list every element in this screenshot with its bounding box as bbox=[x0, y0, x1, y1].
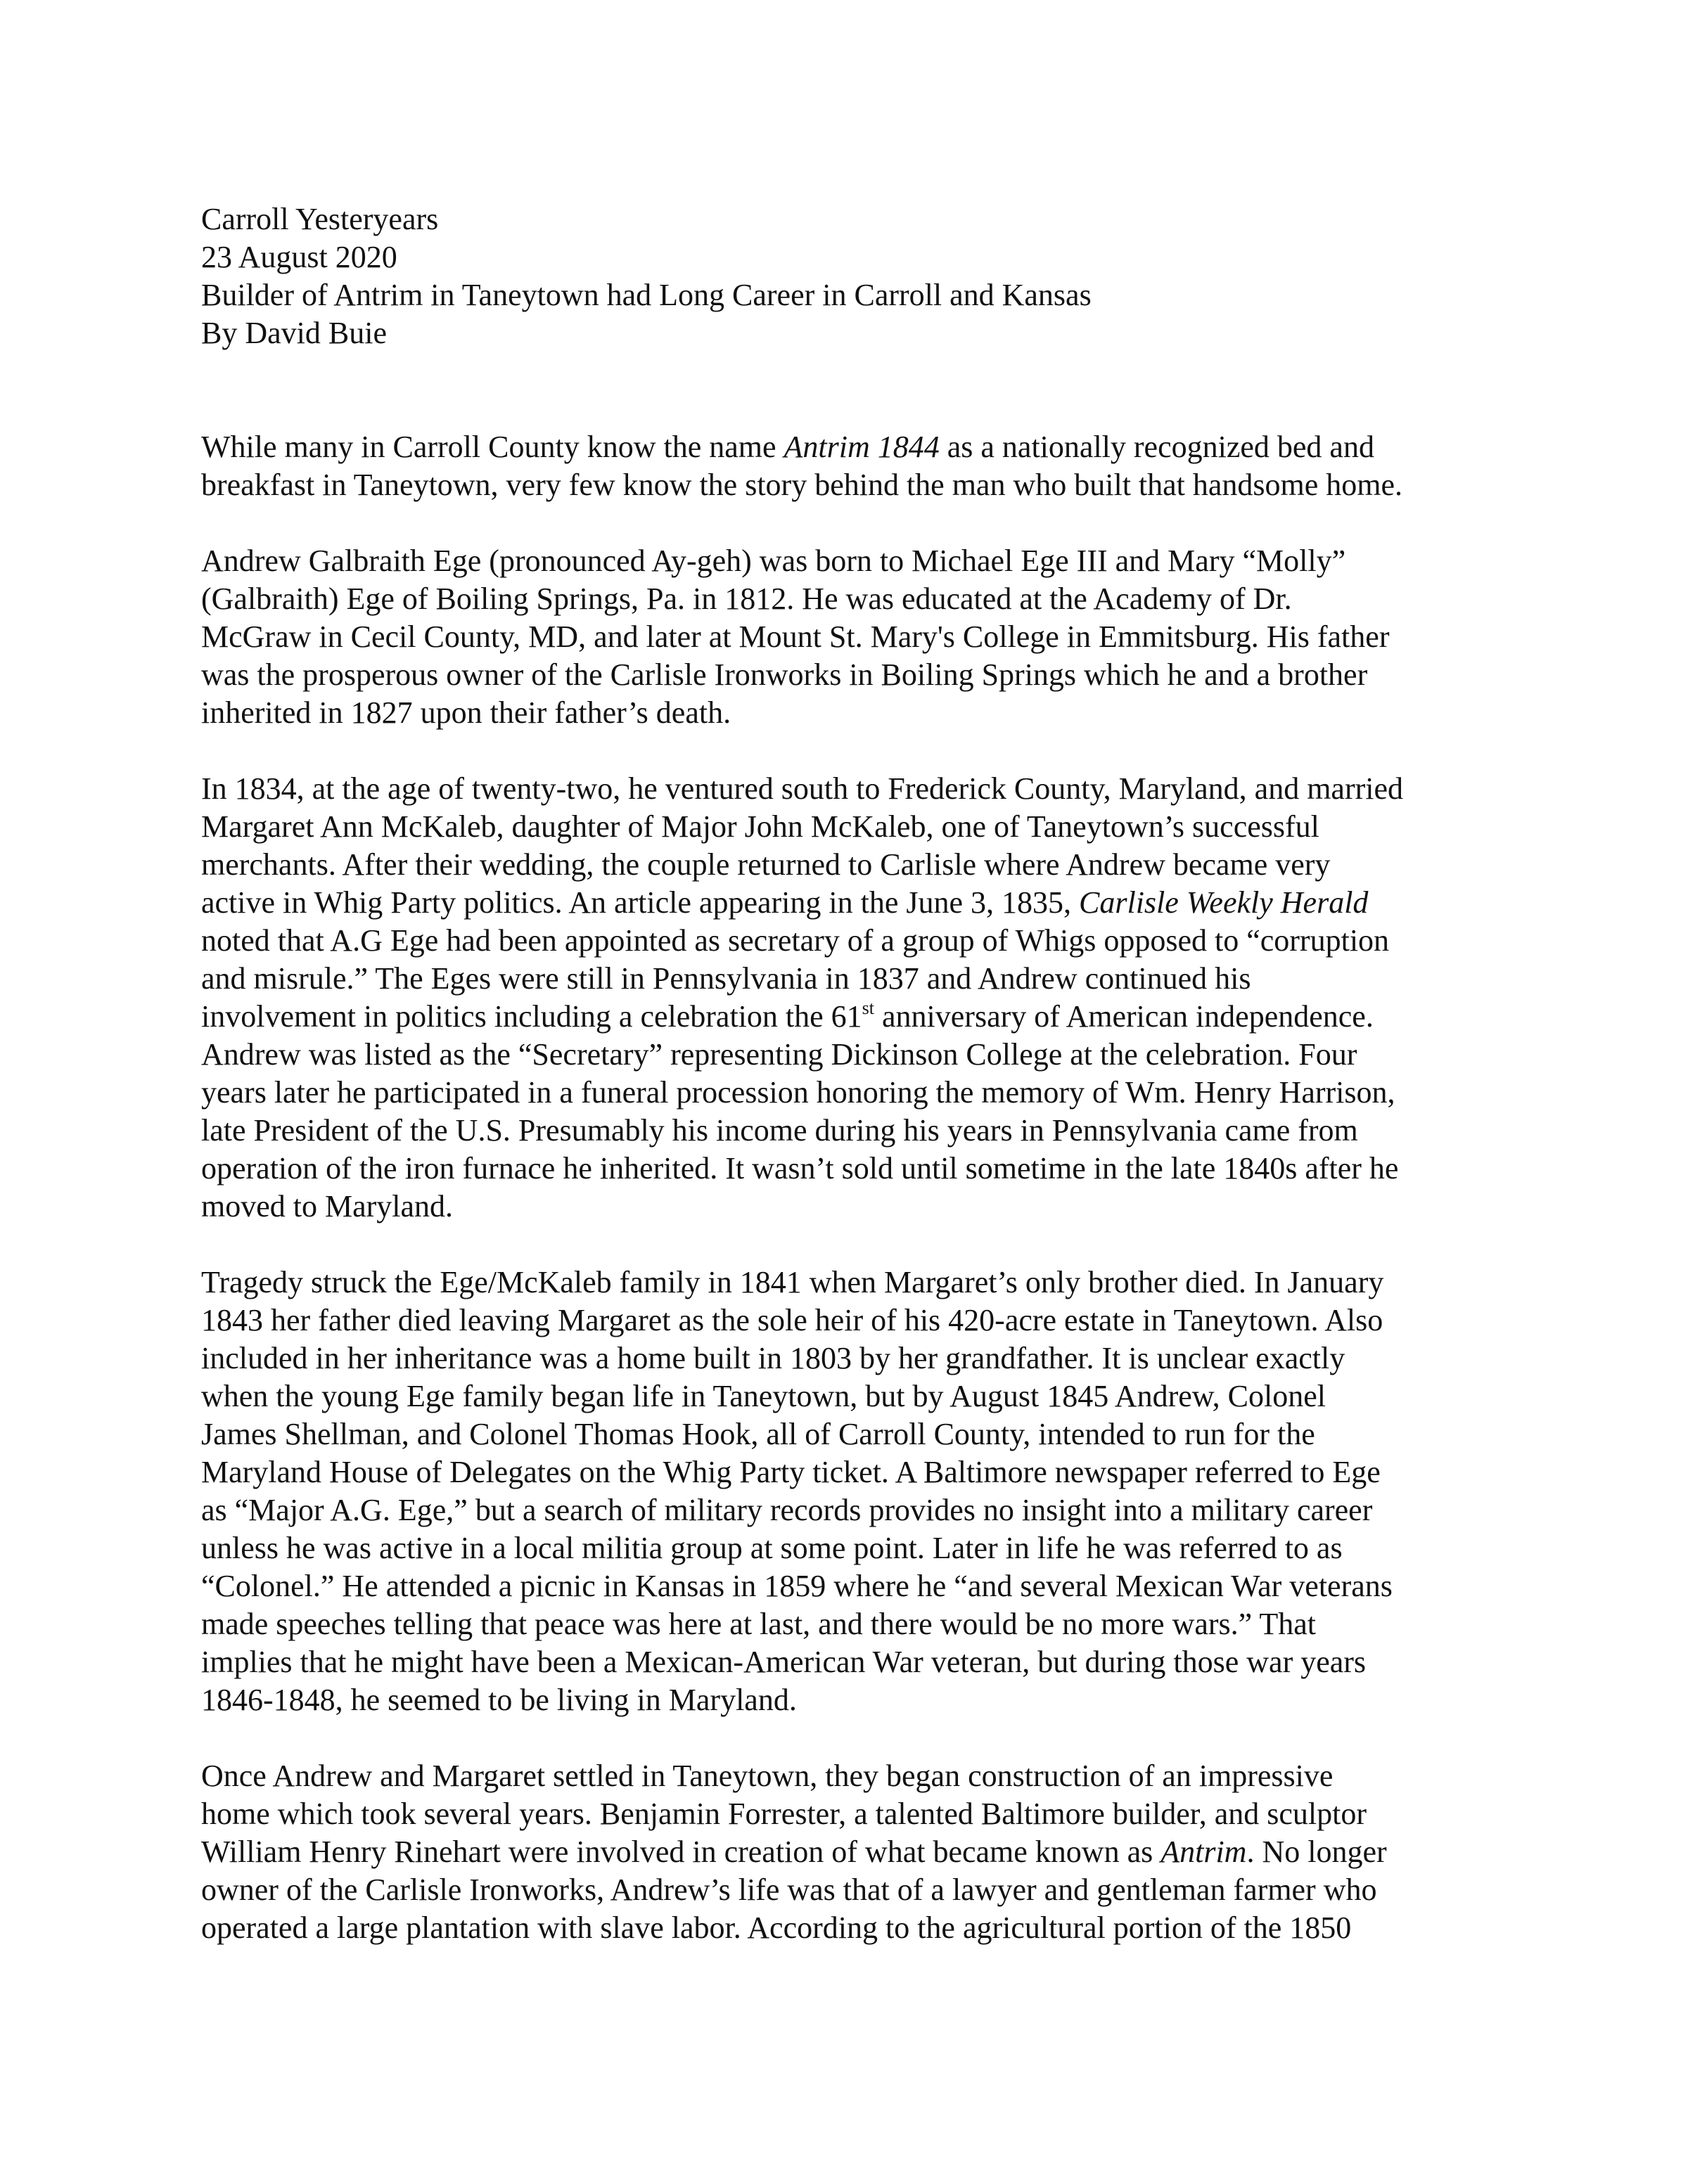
paragraph-line: and misrule.” The Eges were still in Pennsylvania in 1837 and Andrew continued his bbox=[201, 961, 1251, 996]
italic-text: Carlisle Weekly Herald bbox=[1079, 885, 1369, 920]
paragraph-line: as “Major A.G. Ege,” but a search of military records provides no insight into a military career bbox=[201, 1493, 1373, 1527]
italic-text: Antrim 1844 bbox=[784, 430, 940, 464]
paragraph-line: owner of the Carlisle Ironworks, Andrew’s life was that of a lawyer and gentleman farmer who bbox=[201, 1873, 1377, 1907]
paragraph-line bbox=[201, 998, 1509, 1036]
paragraph-line: (Galbraith) Ege of Boiling Springs, Pa. in 1812. He was educated at the Academy of Dr. bbox=[201, 582, 1292, 616]
paragraph-line: operation of the iron furnace he inherited. It wasn’t sold until sometime in the late 1840s after he bbox=[201, 1151, 1399, 1186]
text-run: as a nationally recognized bed and bbox=[939, 430, 1374, 464]
paragraph-line: Andrew was listed as the “Secretary” representing Dickinson College at the celebration. Four bbox=[201, 1037, 1357, 1072]
paragraph-line: when the young Ege family began life in Taneytown, but by August 1845 Andrew, Colonel bbox=[201, 1379, 1326, 1413]
paragraph-line: 1846-1848, he seemed to be living in Maryland. bbox=[201, 1683, 797, 1717]
text-run: While many in Carroll County know the name bbox=[201, 430, 784, 464]
paragraph-antrim-construction bbox=[201, 1757, 1509, 1947]
paragraph-line: 1843 her father died leaving Margaret as the sole heir of his 420-acre estate in Taneytown. Also bbox=[201, 1303, 1383, 1337]
article-body bbox=[201, 200, 1509, 1985]
paragraph-line: Andrew Galbraith Ege (pronounced Ay-geh) was born to Michael Ege III and Mary “Molly” bbox=[201, 544, 1346, 578]
article-byline: By David Buie bbox=[201, 316, 387, 350]
italic-text: Antrim bbox=[1160, 1835, 1247, 1869]
paragraph-line: late President of the U.S. Presumably his income during his years in Pennsylvania came from bbox=[201, 1113, 1358, 1148]
publication-date: 23 August 2020 bbox=[201, 240, 397, 274]
paragraph-line: breakfast in Taneytown, very few know the story behind the man who built that handsome home. bbox=[201, 468, 1403, 502]
text-run: involvement in politics including a celebration the 61 bbox=[201, 999, 862, 1034]
article-header bbox=[201, 200, 1509, 352]
paragraph-line: McGraw in Cecil County, MD, and later at Mount St. Mary's College in Emmitsburg. His father bbox=[201, 619, 1390, 654]
paragraph-line: “Colonel.” He attended a picnic in Kansas in 1859 where he “and several Mexican War veterans bbox=[201, 1569, 1393, 1603]
paragraph-line: Margaret Ann McKaleb, daughter of Major John McKaleb, one of Taneytown’s successful bbox=[201, 809, 1319, 844]
paragraph-line: noted that A.G Ege had been appointed as secretary of a group of Whigs opposed to “corruption bbox=[201, 923, 1390, 958]
paragraph-line: operated a large plantation with slave labor. According to the agricultural portion of the 1850 bbox=[201, 1910, 1352, 1945]
paragraph-marriage-politics bbox=[201, 770, 1509, 1226]
paragraph-line: merchants. After their wedding, the couple returned to Carlisle where Andrew became very bbox=[201, 847, 1331, 882]
text-run: William Henry Rinehart were involved in creation of what became known as bbox=[201, 1835, 1161, 1869]
paragraph-line: Once Andrew and Margaret settled in Taneytown, they began construction of an impressive bbox=[201, 1759, 1334, 1793]
paragraph-line: unless he was active in a local militia group at some point. Later in life he was referred to as bbox=[201, 1531, 1343, 1565]
text-run: . No longer bbox=[1246, 1835, 1387, 1869]
paragraph-line bbox=[201, 428, 1509, 466]
article-title: Builder of Antrim in Taneytown had Long Career in Carroll and Kansas bbox=[201, 278, 1092, 312]
paragraph-antrim-intro bbox=[201, 428, 1509, 504]
paragraph-line: made speeches telling that peace was here at last, and there would be no more wars.” That bbox=[201, 1607, 1317, 1641]
paragraph-line: implies that he might have been a Mexican-American War veteran, but during those war years bbox=[201, 1645, 1367, 1679]
paragraph-line: included in her inheritance was a home built in 1803 by her grandfather. It is unclear exactly bbox=[201, 1341, 1345, 1375]
paragraph-line: years later he participated in a funeral procession honoring the memory of Wm. Henry Harrison, bbox=[201, 1075, 1395, 1110]
paragraph-taneytown bbox=[201, 1264, 1509, 1719]
text-run: anniversary of American independence. bbox=[874, 999, 1374, 1034]
paragraph-line: moved to Maryland. bbox=[201, 1189, 454, 1223]
paragraph-line: In 1834, at the age of twenty-two, he ventured south to Frederick County, Maryland, and married bbox=[201, 771, 1404, 806]
paragraph-line: James Shellman, and Colonel Thomas Hook, all of Carroll County, intended to run for the bbox=[201, 1417, 1315, 1451]
paragraph-line bbox=[201, 1833, 1509, 1871]
paragraph-line: home which took several years. Benjamin Forrester, a talented Baltimore builder, and sculptor bbox=[201, 1797, 1367, 1831]
text-run: active in Whig Party politics. An article appearing in the June 3, 1835, bbox=[201, 885, 1080, 920]
paragraph-line: inherited in 1827 upon their father’s death. bbox=[201, 695, 731, 730]
paragraph-line: Tragedy struck the Ege/McKaleb family in 1841 when Margaret’s only brother died. In January bbox=[201, 1265, 1384, 1299]
paragraph-early-life bbox=[201, 542, 1509, 732]
paragraph-line: Maryland House of Delegates on the Whig Party ticket. A Baltimore newspaper referred to Ege bbox=[201, 1455, 1381, 1489]
superscript-text: st bbox=[862, 998, 875, 1018]
column-name: Carroll Yesteryears bbox=[201, 202, 439, 236]
paragraph-line: was the prosperous owner of the Carlisle Ironworks in Boiling Springs which he and a brother bbox=[201, 657, 1368, 692]
paragraph-line bbox=[201, 884, 1509, 922]
